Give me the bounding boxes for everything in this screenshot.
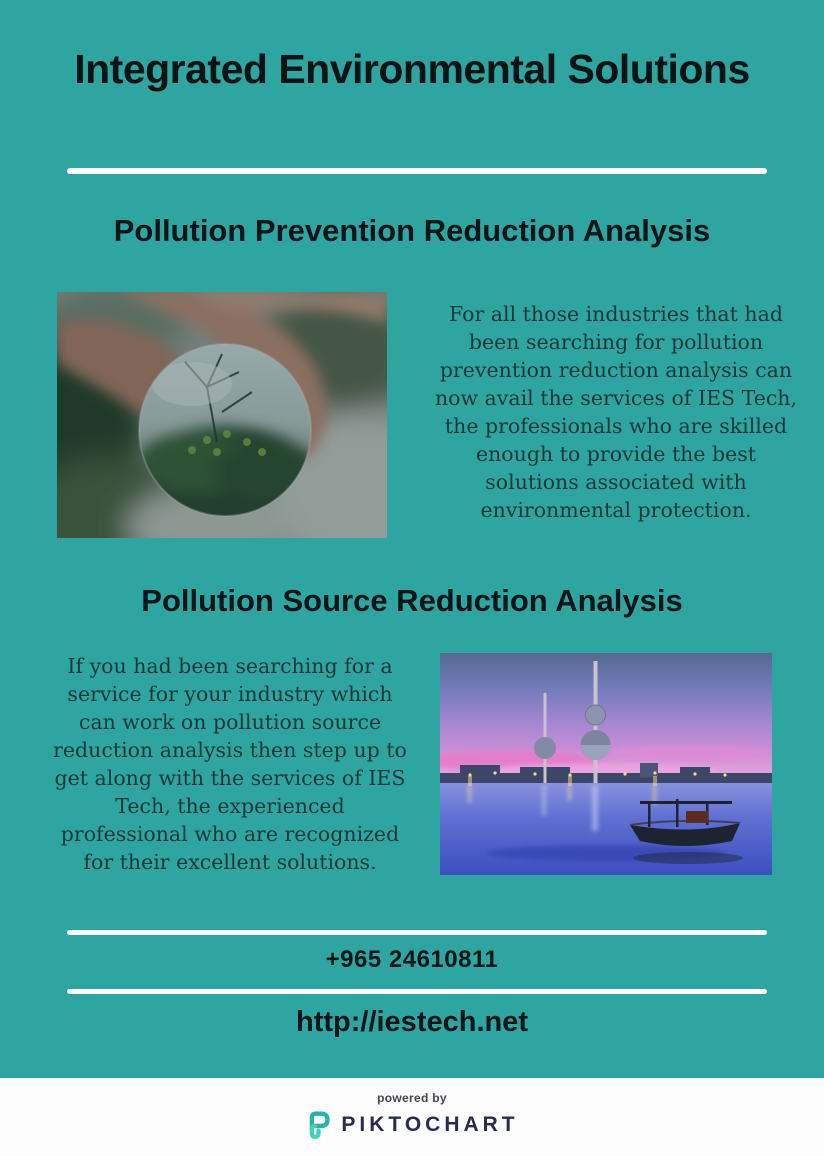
piktochart-brand-name: PIKTOCHART <box>341 1113 519 1136</box>
piktochart-logo-icon <box>305 1109 332 1141</box>
divider-phone-bottom <box>67 989 767 994</box>
section-2-body: If you had been searching for a service for your industry which can work on pollution source reduction analysis then step up to get along with the services of IES Tech, the experienced professional who are recognized for their excellent solutions. <box>53 654 407 874</box>
poster-title: Integrated Environmental Solutions <box>74 46 750 92</box>
section-2-heading: Pollution Source Reduction Analysis <box>141 583 683 618</box>
website-url[interactable]: http://iestech.net <box>295 1006 528 1038</box>
section-1-heading: Pollution Prevention Reduction Analysis <box>113 213 711 248</box>
kuwait-towers-seafront-photo <box>440 653 772 875</box>
section-1-body: For all those industries that had been searching for pollution prevention reduction analysis can now avail the services of IES Tech, the professionals who are skilled enough to provide the best solutions associated with environmental protection. <box>434 302 798 522</box>
phone-number: +965 24610811 <box>325 946 499 973</box>
powered-by-label: powered by <box>377 1091 447 1105</box>
footer-bar <box>0 1078 824 1156</box>
divider-top <box>67 168 767 174</box>
lens-ball-in-hand-photo <box>57 292 387 538</box>
divider-phone-top <box>67 930 767 935</box>
piktochart-brand[interactable] <box>305 1109 518 1141</box>
